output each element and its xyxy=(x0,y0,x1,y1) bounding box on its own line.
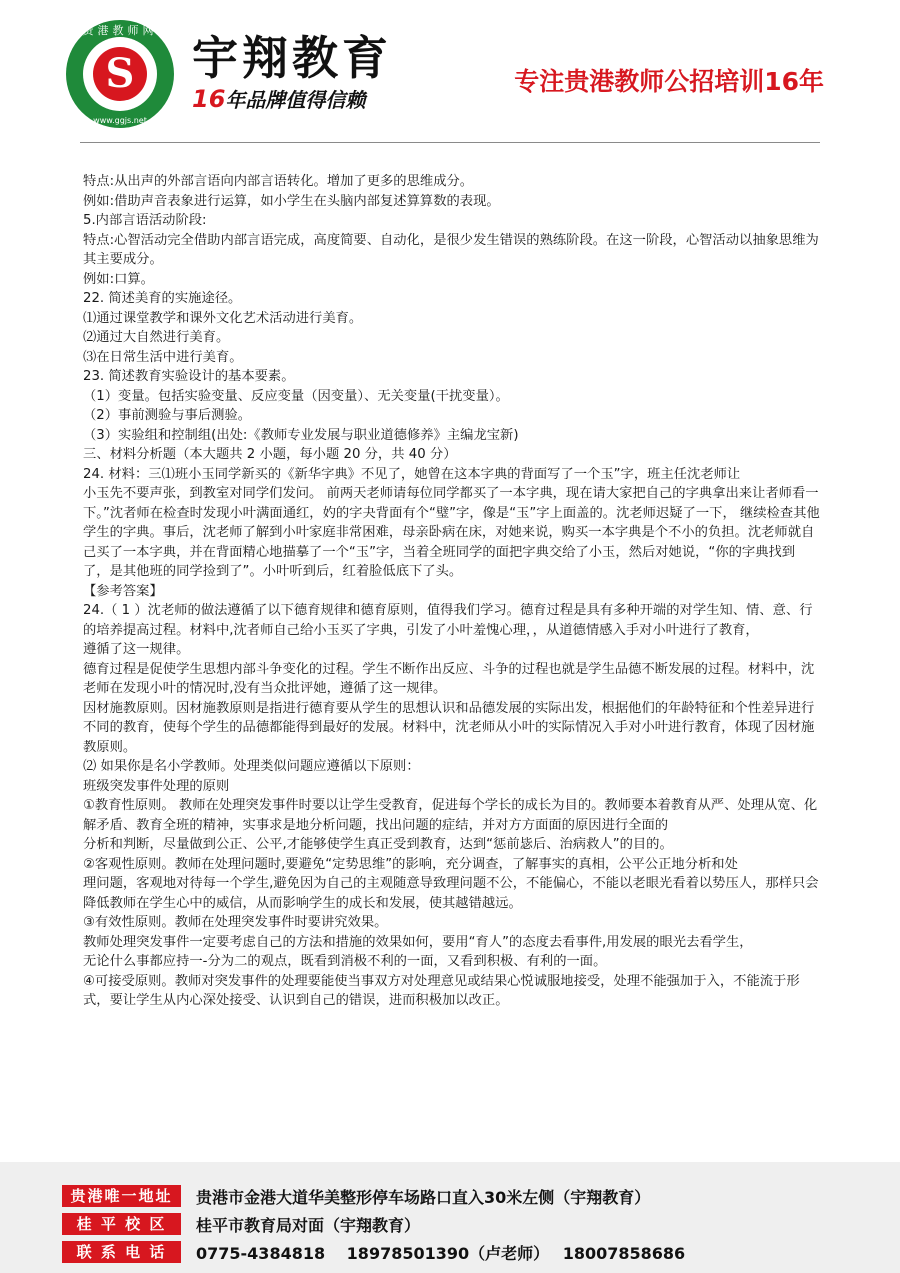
text-line: 特点:从出声的外部言语向内部言语转化。增加了更多的思维成分。 xyxy=(83,174,474,189)
logo-ring-top-text: 贵港教师网 xyxy=(82,24,158,37)
text-line: （1）变量。包括实验变量、反应变量（因变量）、无关变量(干扰变量）。 xyxy=(83,388,509,404)
footer-badge: 联 系 电 话 xyxy=(62,1241,181,1263)
footer-address-row xyxy=(62,1184,650,1208)
footer-phone-row xyxy=(62,1240,685,1264)
header-divider xyxy=(80,142,820,143)
text-line: 分析和判断，尽量做到公正、公平,才能够使学生真正受到教育，达到“惩前毖后、治病救人”的目的。 xyxy=(83,837,673,852)
text-line: 5.内部言语活动阶段: xyxy=(83,213,207,228)
text-line: 例如:口算。 xyxy=(83,271,154,287)
text-line: 23. 简述教育实验设计的基本要素。 xyxy=(83,369,295,384)
text-line: ①教育性原则。 教师在处理突发事件时要以让学生受教育，促进每个学长的成长为目的。教师要本着教育从严、处理从宽、化解矛盾、教育全班的精神，实事求是地分析问题，找出问题的症结，并对方方面面的原因进行全面的 xyxy=(83,798,818,833)
text-line: 24. 材料：三⑴班小玉同学新买的《新华字典》不见了，她曾在这本字典的背面写了一个玉”字，班主任沈老师让 xyxy=(83,466,741,482)
footer-text: 贵港市金港大道华美整形停车场路口直入30米左侧（宇翔教育） xyxy=(196,1187,651,1207)
text-line: ②客观性原则。教师在处理问题时,要避免“定势思维”的影响，充分调查，了解事实的真相，公平公正地分析和处 xyxy=(83,856,738,872)
text-line: ⑴通过课堂教学和课外文化艺术活动进行美育。 xyxy=(83,310,363,326)
text-line: 理问题，客观地对待每一个学生,避免因为自己的主观随意导致理问题不公，不能偏心，不能以老眼光看着以势压人，那样只会降低教师在学生心中的威信，从而影响学生的成长和发展，使其越错越远。 xyxy=(83,876,819,911)
footer-badge: 桂 平 校 区 xyxy=(62,1213,181,1235)
page-footer xyxy=(0,1162,900,1273)
brand-tagline xyxy=(192,84,365,113)
text-line: 【参考答案】 xyxy=(83,583,163,599)
text-line: ④可接受原则。教师对突发事件的处理要能使当事双方对处理意见或结果心悦诚服地接受，处理不能强加于入，不能流于形式，要让学生从内心深处接受、认识到自己的错误，进而积极加以改正。 xyxy=(83,973,800,1008)
text-line: （2）事前测验与事后测验。 xyxy=(83,408,252,423)
text-line: 小玉先不要声张，到教室对同学们发问。 前两天老师请每位同学都买了一本字典，现在请大家把自己的字典拿出来让者师看一下。”沈者师在检查时发现小叶满面通红，妁的字夬背面有个“璧”字，像是“玉”字上面盖的。沈老师迟疑了一下， 继续检查其他学生的字典。事后，沈老师了解到小叶家庭非常困难，母亲卧病在床，对她来说，购买一本字典是个不小的负担。沈老师就自己买了一本字典，并在背面精心地描摹了一个“玉”字，当着全班同学的面把字典交给了小玉，然后对她说，“你的字典找到了，是其他班的同学捡到了”。小叶听到后，红着脸低底下了头。 xyxy=(83,486,820,579)
text-line: 例如:借助声音表象进行运算，如小学生在头脑内部复述算算数的表现。 xyxy=(83,193,500,209)
text-line: ⑵ 如果你是名小学教师。处理类似问题应遵循以下原则： xyxy=(83,759,420,774)
text-line: 24.（ 1 ）沈老师的做法遵循了以下德育规律和德育原则，值得我们学习。德育过程是具有多种开端的对学生知、情、意、行的培养提高过程。材料中,沈者师自己给小玉买了字典，引发了小叶羞愧心理，，从道德情感入手对小叶进行了教育， xyxy=(83,603,813,638)
text-line: 因材施教原则。因材施教原则是指进行德育要从学生的思想认识和品德发展的实际出发，根据他们的年龄特征和个性差异进行不同的教育，使每个学生的品德都能得到最好的发展。材料中，沈老师从小叶的实际情况入手对小叶进行教育，体现了因材施教原则。 xyxy=(83,700,815,755)
text-line: 德育过程是促使学生思想内部斗争变化的过程。学生不断作出反应、斗争的过程也就是学生品德不断发展的过程。材料中，沈老师在发现小叶的情况时,没有当众批评她，遵循了这一规律。 xyxy=(83,661,815,696)
text-line: 特点:心智活动完全借助内部言语完成，高度简要、自动化，是很少发生错误的熟练阶段。在这一阶段，心智活动以抽象思维为其主要成分。 xyxy=(83,232,819,267)
text-line: ③有效性原则。教师在处理突发事件时要讲究效果。 xyxy=(83,915,388,930)
logo xyxy=(66,20,174,128)
footer-text: 桂平市教育局对面（宇翔教育） xyxy=(196,1215,421,1235)
logo-s-icon: S xyxy=(93,47,147,101)
text-line: ⑶在日常生活中进行美育。 xyxy=(83,349,243,365)
footer-campus-row xyxy=(62,1212,420,1236)
footer-badge: 贵港唯一地址 xyxy=(62,1185,181,1207)
document-body xyxy=(83,172,821,1011)
text-line: （3）实验组和控制组(出处:《教师专业发展与职业道德修养》主编龙宝新) xyxy=(83,427,519,443)
logo-ring-bottom-text: www.ggjs.net xyxy=(93,116,147,125)
brand-name: 宇翔教育 xyxy=(192,31,392,85)
footer-text: 0775-4384818 18978501390（卢老师） 18007858686 xyxy=(196,1243,686,1263)
text-line: ⑵通过大自然进行美育。 xyxy=(83,330,230,345)
text-line: 三、材料分析题（本大题共 2 小题，每小题 20 分，共 40 分） xyxy=(83,447,457,462)
brand-tag-number: 16 xyxy=(192,85,226,113)
text-line: 教师处理突发事件一定要考虑自己的方法和措施的效果如何，要用“育人”的态度去看事件,用发展的眼光去看学生， xyxy=(83,934,753,950)
text-line: 班级突发事件处理的原则 xyxy=(83,778,230,794)
text-line: 22. 简述美育的实施途径。 xyxy=(83,291,242,306)
page-header xyxy=(0,0,900,140)
text-line: 遵循了这一规律。 xyxy=(83,642,190,657)
slogan: 专注贵港教师公招培训16年 xyxy=(514,67,824,96)
text-line: 无论什么事都应持一-分为二的观点，既看到消极不利的一面，又看到积极、有利的一面。 xyxy=(83,954,607,969)
brand-tag-text: 年品牌值得信赖 xyxy=(225,88,366,112)
